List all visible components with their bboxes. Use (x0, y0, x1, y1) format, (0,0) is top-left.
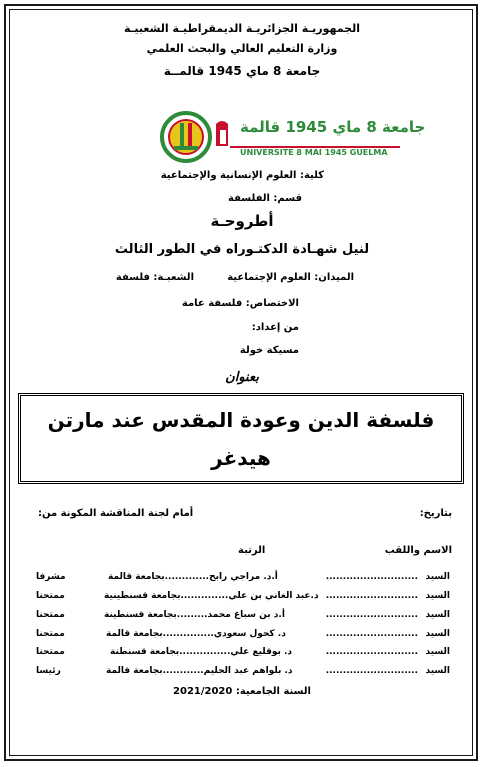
branch-label: الشعبـة: فلسفة (115, 272, 194, 283)
committee-role: مشرفا (36, 572, 66, 582)
committee-member: د. كحول سعودي...............بجامعة قالمة (106, 629, 286, 639)
committee-honorific: السيد (425, 666, 450, 676)
date-label: بتاريخ: (419, 508, 452, 519)
committee-row (18, 591, 464, 607)
author-name: مسيكة خولة (239, 345, 299, 356)
thesis-title-line-2: هيدغر (211, 446, 271, 470)
committee-row (18, 629, 464, 645)
committee-member: أ.د. مراجي رابح.............بجامعة قالمة (108, 572, 278, 582)
committee-row (18, 610, 464, 626)
committee-honorific: السيد (425, 629, 450, 639)
committee-dots: ........................... (325, 572, 418, 582)
logo-arabic-text: جامعة 8 ماي 1945 قالمة (240, 118, 426, 136)
title-intro-label: بعنوان (225, 370, 259, 385)
thesis-title-line-1: فلسفة الدين وعودة المقدس عند مارتن (47, 408, 435, 432)
ministry-name: وزارة التعليم العالي والبحث العلمي (146, 42, 338, 55)
committee-dots: ........................... (325, 591, 418, 601)
faculty-label: كلية: العلوم الإنسانية والإجتماعية (160, 170, 324, 181)
committee-row (18, 666, 464, 682)
logo-latin-text: UNIVERSITE 8 MAI 1945 GUELMA (240, 148, 388, 157)
republic-name: الجمهوريـة الجزائريـة الديمقراطيـة الشعبيـة (123, 22, 360, 35)
specialty-label: الاختصاص: فلسفة عامة (181, 298, 299, 309)
committee-honorific: السيد (425, 610, 450, 620)
name-column-header: الاسم واللقب (384, 545, 452, 556)
degree-label: لنيل شهـادة الدكتـوراه في الطور الثالث (114, 242, 370, 257)
committee-dots: ........................... (325, 647, 418, 657)
academic-year: السنة الجامعية: 2021/2020 (173, 686, 311, 697)
committee-member: د. بوقليع علي...............بجامعة قسنطنة (110, 647, 293, 657)
committee-honorific: السيد (425, 572, 450, 582)
committee-row (18, 647, 464, 663)
committee-label: أمام لجنة المناقشة المكونة من: (38, 508, 194, 519)
university-name: جامعة 8 ماي 1945 قالمــة (163, 64, 321, 78)
committee-role: رئيسا (36, 666, 61, 676)
rank-column-header: الرتبة (238, 545, 266, 556)
committee-role: ممتحنا (36, 591, 65, 601)
committee-honorific: السيد (425, 647, 450, 657)
committee-dots: ........................... (325, 666, 418, 676)
committee-role: ممتحنا (36, 647, 65, 657)
committee-role: ممتحنا (36, 629, 65, 639)
committee-role: ممتحنا (36, 610, 65, 620)
university-logo (160, 110, 426, 164)
committee-dots: ........................... (325, 629, 418, 639)
committee-row (18, 572, 464, 588)
committee-member: أ.د بن سباع محمد.........بجامعة قسنطينة (104, 610, 285, 620)
committee-member: د. بلواهم عبد الحليم............بجامعة قالمة (106, 666, 293, 676)
department-label: قسم: الفلسفة (228, 193, 302, 204)
field-label: الميدان: العلوم الإجتماعية (227, 272, 354, 283)
committee-honorific: السيد (425, 591, 450, 601)
prepared-by-label: من إعداد: (251, 322, 299, 333)
committee-dots: ........................... (325, 610, 418, 620)
committee-member: د.عبد الغاني بن علي..............بجامعة قسنطينية (104, 591, 319, 601)
thesis-label: أطروحـة (210, 212, 274, 230)
thesis-title-box (18, 393, 464, 484)
